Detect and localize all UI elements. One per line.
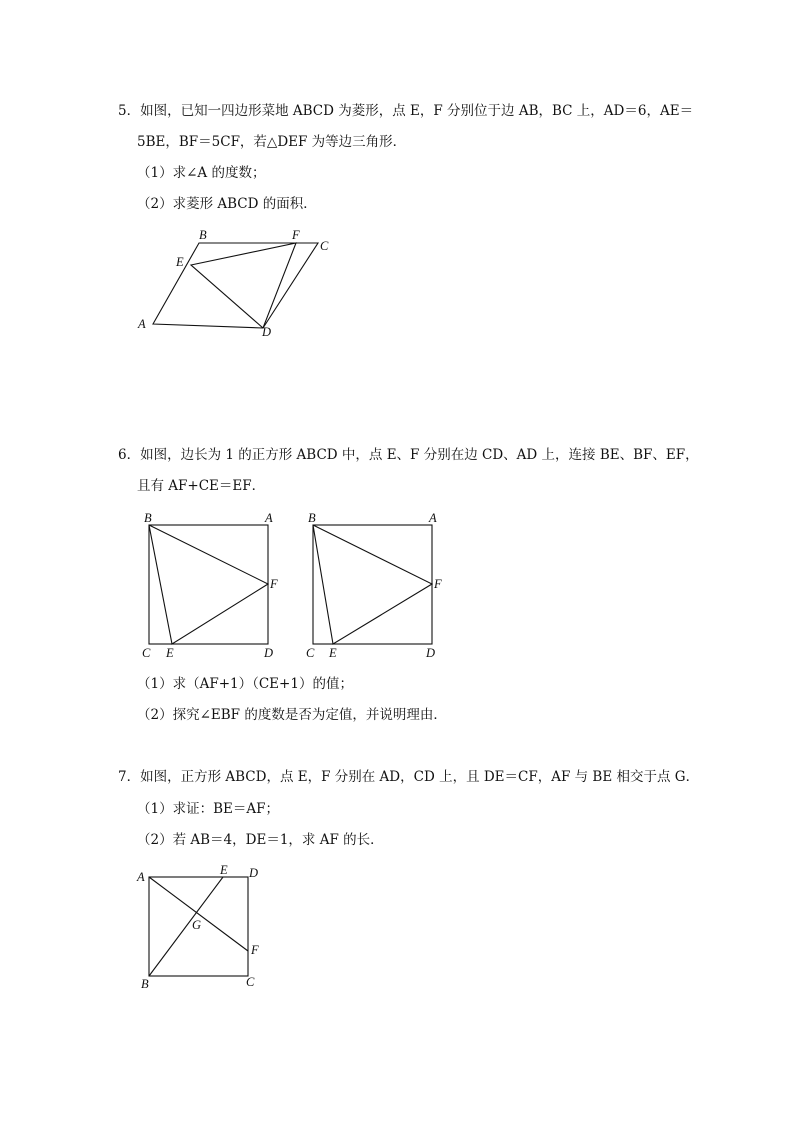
problem-5-question-2: （2）求菱形 ABCD 的面积． [137,196,317,212]
label-b: B [141,977,149,991]
label-e: E [166,646,174,660]
label-d: D [249,866,259,880]
problem-6-line-2: 且有 AF+CE＝EF． [137,478,266,494]
label-a: A [138,317,146,331]
segment-af [149,877,248,951]
label-a: A [429,511,437,525]
problem-6-question-1: （1）求（AF+1）（CE+1）的值； [137,676,353,692]
problem-5-question-1: （1）求∠A 的度数； [137,165,266,181]
label-f: F [292,228,300,242]
problem-6-figure-left [138,508,288,658]
problem-7-figure [132,860,272,995]
label-f: F [434,577,442,591]
label-b: B [144,511,152,525]
problem-5-figure [130,222,350,342]
triangle-bef [149,525,268,644]
label-a: A [137,870,145,884]
segment-be [149,877,223,976]
problem-6-line-1: 6．如图，边长为 1 的正方形 ABCD 中，点 E、F 分别在边 CD、AD 上，连接 BE、BF、EF， [118,447,699,463]
problem-6-question-2: （2）探究∠EBF 的度数是否为定值，并说明理由． [137,707,447,723]
triangle-def [191,243,296,328]
label-c: C [320,239,329,253]
label-g: G [192,918,202,932]
square-abcd [313,525,432,644]
square-abcd [149,525,268,644]
problem-5-line-2: 5BE，BF＝5CF，若△DEF 为等边三角形． [137,134,407,150]
label-d: D [264,646,274,660]
problem-7-question-2: （2）若 AB＝4，DE＝1，求 AF 的长． [137,832,384,848]
label-f: F [270,577,278,591]
label-c: C [306,646,315,660]
problem-7-line-1: 7．如图，正方形 ABCD，点 E，F 分别在 AD，CD 上，且 DE＝CF，AF 与 BE 相交于点 G． [118,769,700,785]
label-e: E [220,863,228,877]
label-c: C [142,646,151,660]
problem-6-figure-right [302,508,452,658]
label-a: A [265,511,273,525]
label-b: B [308,511,316,525]
label-e: E [176,255,184,269]
label-f: F [251,943,259,957]
label-d: D [426,646,436,660]
triangle-bef [313,525,432,644]
label-b: B [199,228,207,242]
label-e: E [329,646,337,660]
label-c: C [246,975,255,989]
problem-5-line-1: 5．如图，已知一四边形菜地 ABCD 为菱形，点 E，F 分别位于边 AB，BC 上，AD＝6，AE＝ [118,103,694,119]
label-d: D [262,325,272,339]
problem-7-question-1: （1）求证：BE＝AF； [137,801,279,817]
